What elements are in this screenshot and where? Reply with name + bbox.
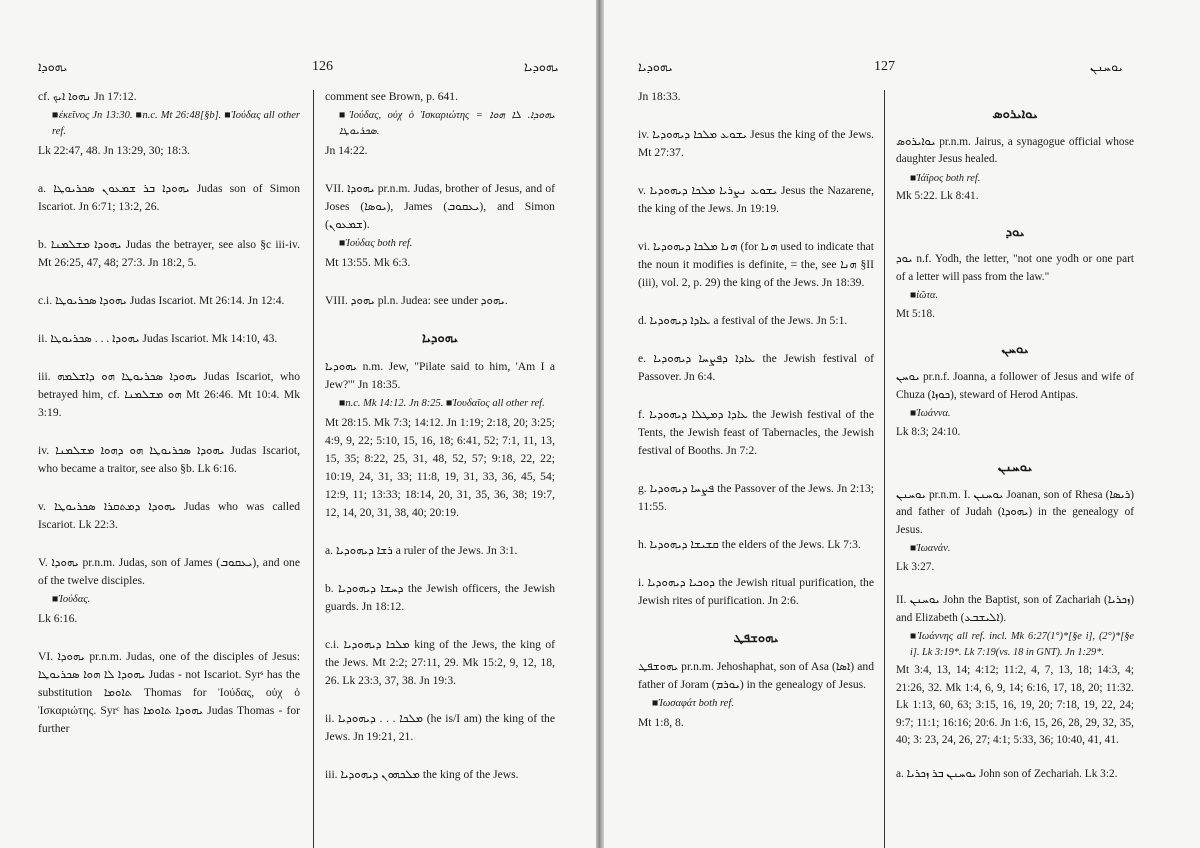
entry-greek-note: ■ἰῶτα. — [910, 290, 939, 302]
entry-greek-note: ■Ἰάϊρος both ref. — [910, 172, 981, 184]
entry-text: v. ܝܗܘܕܐ ܕܡܬܩܪܐ ܣܟܪܝܘܛܐ Judas who was called Iscariot. Lk 22:3. — [38, 500, 301, 531]
right-page — [604, 0, 1200, 848]
entry-references: Jn 14:22. — [325, 144, 368, 157]
running-head-left: ܝܗܘܕܐ — [38, 60, 68, 74]
entry-text: ܝܘܚܢ pr.n.f. Joanna, a follower of Jesus and wife of Chuza (ܟܘܙܐ), steward of Herod Antipas. — [896, 371, 1134, 401]
page-number: 126 — [312, 59, 333, 74]
dictionary-entry — [38, 648, 300, 738]
dictionary-entry — [896, 592, 1134, 750]
dictionary-entry — [638, 126, 874, 162]
entry-text: cf. ܢܗܘܐ ܐܝܟ Jn 17:12. — [38, 90, 137, 103]
dictionary-entry — [896, 487, 1134, 577]
entry-text: II. ܝܘܚܢܢ John the Baptist, son of Zachariah (ܙܟܪܝܐ) and Elizabeth (ܐܠܝܫܒܥ). — [896, 594, 1134, 624]
dictionary-entry — [896, 369, 1134, 441]
entry-text: a. ܪܫܐ ܕܝܗܘܕܝܐ a ruler of the Jews. Jn 3:1. — [325, 544, 518, 557]
entry-text: f. ܥܐܕܐ ܕܡܛܠܐ ܕܝܗܘܕܝܐ the Jewish festival of the Tents, the Jewish feast of Tabernacles, the Jewish festival of Booths. Jn 7:2. — [638, 408, 874, 457]
entry-references: Lk 8:3; 24:10. — [896, 425, 961, 438]
entry-text: ii. ܡܠܟܐ . . . ܕܝܗܘܕܝܐ (he is/I am) the king of the Jews. Jn 19:21, 21. — [325, 712, 555, 743]
entry-greek-note: ■Ἰούδας, οὐχ ὁ Ἰσκαριώτης = ܝܗܘܕܐ. ܠܐ ܗܘܐ ܣܟܪܝܘܛܐ. — [339, 110, 555, 137]
entry-references: Lk 6:16. — [38, 612, 78, 625]
dictionary-entry — [638, 350, 874, 386]
right-column-1 — [638, 88, 874, 752]
entry-text: V. ܝܗܘܕܐ pr.n.m. Judas, son of James (ܝܥܩܘܒ), and one of the twelve disciples. — [38, 556, 300, 587]
entry-text: VII. ܝܗܘܕܐ pr.n.m. Judas, brother of Jesus, and of Joses (ܝܘܣܐ), James (ܝܥܩܘܒ), and Simon (ܫܡܥܘܢ). — [325, 182, 555, 231]
entry-references: Mt 13:55. Mk 6:3. — [325, 256, 411, 269]
running-head-left: ܝܗܘܕܝܐ — [638, 60, 673, 74]
entry-text: Jn 18:33. — [638, 90, 681, 103]
entry-text: b. ܝܗܘܕܐ ܡܫܠܡܢܐ Judas the betrayer, see also §c iii-iv. Mt 26:25, 47, 48; 27:3. Jn 18:2, 5. — [38, 238, 301, 269]
entry-references: Lk 3:27. — [896, 560, 935, 573]
page-number: 127 — [874, 59, 895, 74]
entry-text: b. ܕܚܫܐ ܕܝܗܘܕܝܐ the Jewish officers, the Jewish guards. Jn 18:12. — [325, 582, 555, 613]
dictionary-entry — [325, 580, 555, 616]
entry-references: Mk 5:22. Lk 8:41. — [896, 190, 979, 203]
dictionary-entry — [325, 292, 555, 310]
dictionary-entry — [638, 574, 874, 610]
dictionary-entry — [638, 88, 874, 106]
entry-text: iii. ܝܗܘܕܐ ܣܟܪܝܘܛܐ ܗܘ ܕܐܫܠܡܗ Judas Iscariot, who betrayed him, cf. ܗܘ ܡܫܠܡܢܐ Mt 26:46. Mt 10:4. Mk 3:19. — [38, 370, 300, 419]
dictionary-entry — [638, 312, 874, 330]
dictionary-entry — [38, 292, 300, 310]
entry-text: ܝܗܘܕܝܐ n.m. Jew, "Pilate said to him, 'Am I a Jew?'" Jn 18:35. — [325, 360, 555, 391]
entry-greek-note: ■ἐκεῖνος Jn 13:30. ■n.c. Mt 26:48[§b]. ■Ἰούδας all other ref. — [52, 110, 300, 137]
entry-text: iv. ܝܫܘܥ ܡܠܟܐ ܕܝܗܘܕܝܐ Jesus the king of the Jews. Mt 27:37. — [638, 128, 874, 159]
right-column-2 — [896, 88, 1134, 799]
dictionary-entry — [325, 88, 555, 160]
column-divider — [313, 90, 314, 848]
left-page — [0, 0, 596, 848]
dictionary-entry — [38, 498, 300, 534]
running-head-right: ܝܗܘܕܝܐ — [524, 60, 559, 74]
dictionary-entry — [325, 710, 555, 746]
dictionary-entry — [638, 658, 874, 732]
section-heading: ܝܘܕ — [1005, 224, 1025, 240]
entry-greek-note: ■Ἰωσαφάτ both ref. — [652, 698, 734, 709]
entry-text: ܝܘܕ n.f. Yodh, the letter, "not one yodh or one part of a letter will pass from the law." — [896, 253, 1134, 283]
dictionary-entry — [638, 536, 874, 554]
column-divider — [884, 90, 885, 848]
dictionary-entry — [38, 554, 300, 628]
section-heading: ܝܘܚܢܢ — [997, 460, 1033, 476]
entry-text: vi. ܗܢܐ ܡܠܟܐ ܕܝܗܘܕܝܐ (for ܗܢܐ used to indicate that the noun it modifies is definite, = the, see ܗܢܐ §II (iii), vol. 2, p. 29) the king of the Jews. Jn 18:39. — [638, 240, 874, 289]
dictionary-entry — [896, 251, 1134, 323]
entry-text: VIII. ܝܗܘܕ pl.n. Judea: see under ܝܗܘܕ. — [325, 294, 508, 307]
section-heading: ܝܗܘܕܝܐ — [421, 331, 459, 346]
entry-text: VI. ܝܗܘܕܐ pr.n.m. Judas, one of the disciples of Jesus: ܝܗܘܕܐ ܠܐ ܗܘܐ ܣܟܪܝܘܛܐ Judas - not Iscariot. Syrˢ has the substitution ܬܐܘܡܐ Thomas for Ἰούδας, οὐχ ὁ Ἰσκαριώτης. Syrᶜ has ܝܗܘܕܐ ܬܐܘܡܐ Judas Thomas - for further — [38, 650, 301, 735]
entry-text: e. ܥܐܕܐ ܕܦܨܚܐ ܕܝܗܘܕܝܐ the Jewish festival of Passover. Jn 6:4. — [638, 352, 874, 383]
entry-references: Lk 22:47, 48. Jn 13:29, 30; 18:3. — [38, 144, 191, 157]
dictionary-entry — [38, 236, 300, 272]
dictionary-entry — [38, 180, 300, 216]
dictionary-entry — [638, 480, 874, 516]
entry-text: a. ܝܗܘܕܐ ܒܪ ܫܡܥܘܢ ܣܟܪܝܘܛܐ Judas son of Simon Iscariot. Jn 6:71; 13:2, 26. — [38, 182, 300, 213]
entry-greek-note: ■Ἰούδας both ref. — [339, 238, 413, 249]
entry-text: ii. ܝܗܘܕܐ . . . ܣܟܪܝܘܛܐ Judas Iscariot. Mk 14:10, 43. — [38, 332, 278, 345]
dictionary-entry — [325, 636, 555, 690]
section-heading: ܝܘܐܝܪܘܣ — [992, 107, 1038, 122]
left-column-2 — [325, 88, 555, 804]
entry-references: Mt 1:8, 8. — [638, 716, 684, 729]
dictionary-entry — [896, 134, 1134, 206]
dictionary-entry — [325, 542, 555, 560]
dictionary-entry — [38, 88, 300, 160]
entry-greek-note: ■Ἰούδας. — [52, 594, 91, 605]
entry-text: iv. ܝܗܘܕܐ ܣܟܪܝܘܛܐ ܗܘ ܕܗܘܐ ܡܫܠܡܢܐ Judas Iscariot, who became a traitor, see also §b. Lk 6:16. — [38, 444, 300, 475]
dictionary-entry — [325, 358, 555, 522]
entry-references: Mt 5:18. — [896, 307, 935, 320]
entry-text: ܝܘܐܝܪܘܣ pr.n.m. Jairus, a synagogue official whose daughter Jesus healed. — [896, 135, 1134, 166]
dictionary-entry — [638, 238, 874, 292]
left-column-1 — [38, 88, 300, 758]
entry-greek-note: ■Ἰωάννα. — [910, 408, 951, 420]
entry-text: ܝܗܘܫܦܛ pr.n.m. Jehoshaphat, son of Asa (ܐܣܐ) and father of Joram (ܝܘܪܡ) in the genealogy of Jesus. — [638, 660, 875, 691]
entry-text: g. ܦܨܚܐ ܕܝܗܘܕܝܐ the Passover of the Jews. Jn 2:13; 11:55. — [638, 482, 874, 513]
entry-text: i. ܕܘܟܝܐ ܕܝܗܘܕܝܐ the Jewish ritual purification, the Jewish rites of purification. Jn 2:6. — [638, 576, 874, 607]
book-gutter — [596, 0, 604, 848]
entry-text: c.i. ܝܗܘܕܐ ܣܟܪܝܘܛܐ Judas Iscariot. Mt 26:14. Jn 12:4. — [38, 294, 285, 307]
entry-references: Mt 3:4, 13, 14; 4:12; 11:2, 4, 7, 13, 18; 14:3, 4; 21:26, 32. Mk 1:4, 6, 9, 14; 6:16, 17, 18, 20; 11:32. Lk 1:13, 60, 63; 3:15, 16, 19, 20; 7:18, 19, 22, 24; 9:7; 11:1; 16:16; 20:6. Jn 1:6, 15, 26, 28, 29, 32, 35, 40; 3: 23, 24, 26, 27; 4:1; 5:33, 36; 10:40, 41, 41. — [896, 664, 1134, 747]
entry-references: Mt 28:15. Mk 7:3; 14:12. Jn 1:19; 2:18, 20; 3:25; 4:9, 9, 22; 5:10, 15, 16, 18; 6:41, 52; 7:1, 11, 13, 15, 35; 8:22, 25, 31, 48, 52, 57; 9:18, 22, 22; 10:19, 24, 31, 33; 11:8, 19, 31, 33, 36, 45, 54; 12:9, 11; 13:33; 18:14, 20, 31, 35, 36, 38; 19:7, 12, 14, 20, 31, 38, 40; 20:19. — [325, 416, 555, 519]
entry-text: c.i. ܡܠܟܐ ܕܝܗܘܕܝܐ king of the Jews, the king of the Jews. Mt 2:2; 27:11, 29. Mk 15:2, 9, 12, 18, 26. Lk 23:3, 37, 38. Jn 19:3. — [325, 638, 555, 687]
dictionary-entry — [38, 368, 300, 422]
dictionary-entry — [638, 406, 874, 460]
section-heading: ܝܗܘܫܦܛ — [733, 631, 779, 646]
entry-greek-note: ■Ἰωάννης all ref. incl. Mk 6:27(1°)*[§e i], (2°)*[§e i]. Lk 3:19*. Lk 7:19(vs. 18 in GNT). Jn 1:29*. — [910, 631, 1134, 658]
entry-text: a. ܝܘܚܢܢ ܒܪ ܙܟܪܝܐ John son of Zechariah. Lk 3:2. — [896, 767, 1118, 780]
entry-greek-note: ■n.c. Mk 14:12. Jn 8:25. ■Ἰουδαῖος all other ref. — [339, 398, 545, 409]
entry-text: iii. ܡܠܟܗܘܢ ܕܝܗܘܕܝܐ the king of the Jews. — [325, 768, 519, 781]
entry-text: v. ܝܫܘܥ ܢܨܪܝܐ ܡܠܟܐ ܕܝܗܘܕܝܐ Jesus the Nazarene, the king of the Jews. Jn 19:19. — [638, 184, 874, 215]
dictionary-entry — [325, 180, 555, 272]
entry-text: d. ܥܐܕܐ ܕܝܗܘܕܝܐ a festival of the Jews. Jn 5:1. — [638, 314, 848, 327]
dictionary-entry — [638, 182, 874, 218]
entry-text: h. ܩܫܝܫܐ ܕܝܗܘܕܝܐ the elders of the Jews. Lk 7:3. — [638, 538, 861, 551]
dictionary-entry — [38, 442, 300, 478]
dictionary-entry — [896, 766, 1134, 784]
entry-text: ܝܘܚܢܢ pr.n.m. I. ܝܘܚܢܢ Joanan, son of Rhesa (ܪܝܣܐ) and father of Judah (ܝܗܘܕܐ) in the genealogy of Jesus. — [896, 488, 1134, 536]
section-heading: ܝܘܚܢ — [1001, 342, 1029, 358]
dictionary-entry — [38, 330, 300, 348]
running-head-right: ܝܘܚܢܢ — [1090, 60, 1124, 74]
entry-greek-note: ■Ἰωανάν. — [910, 543, 951, 555]
entry-text: comment see Brown, p. 641. — [325, 90, 458, 103]
dictionary-entry — [325, 766, 555, 784]
